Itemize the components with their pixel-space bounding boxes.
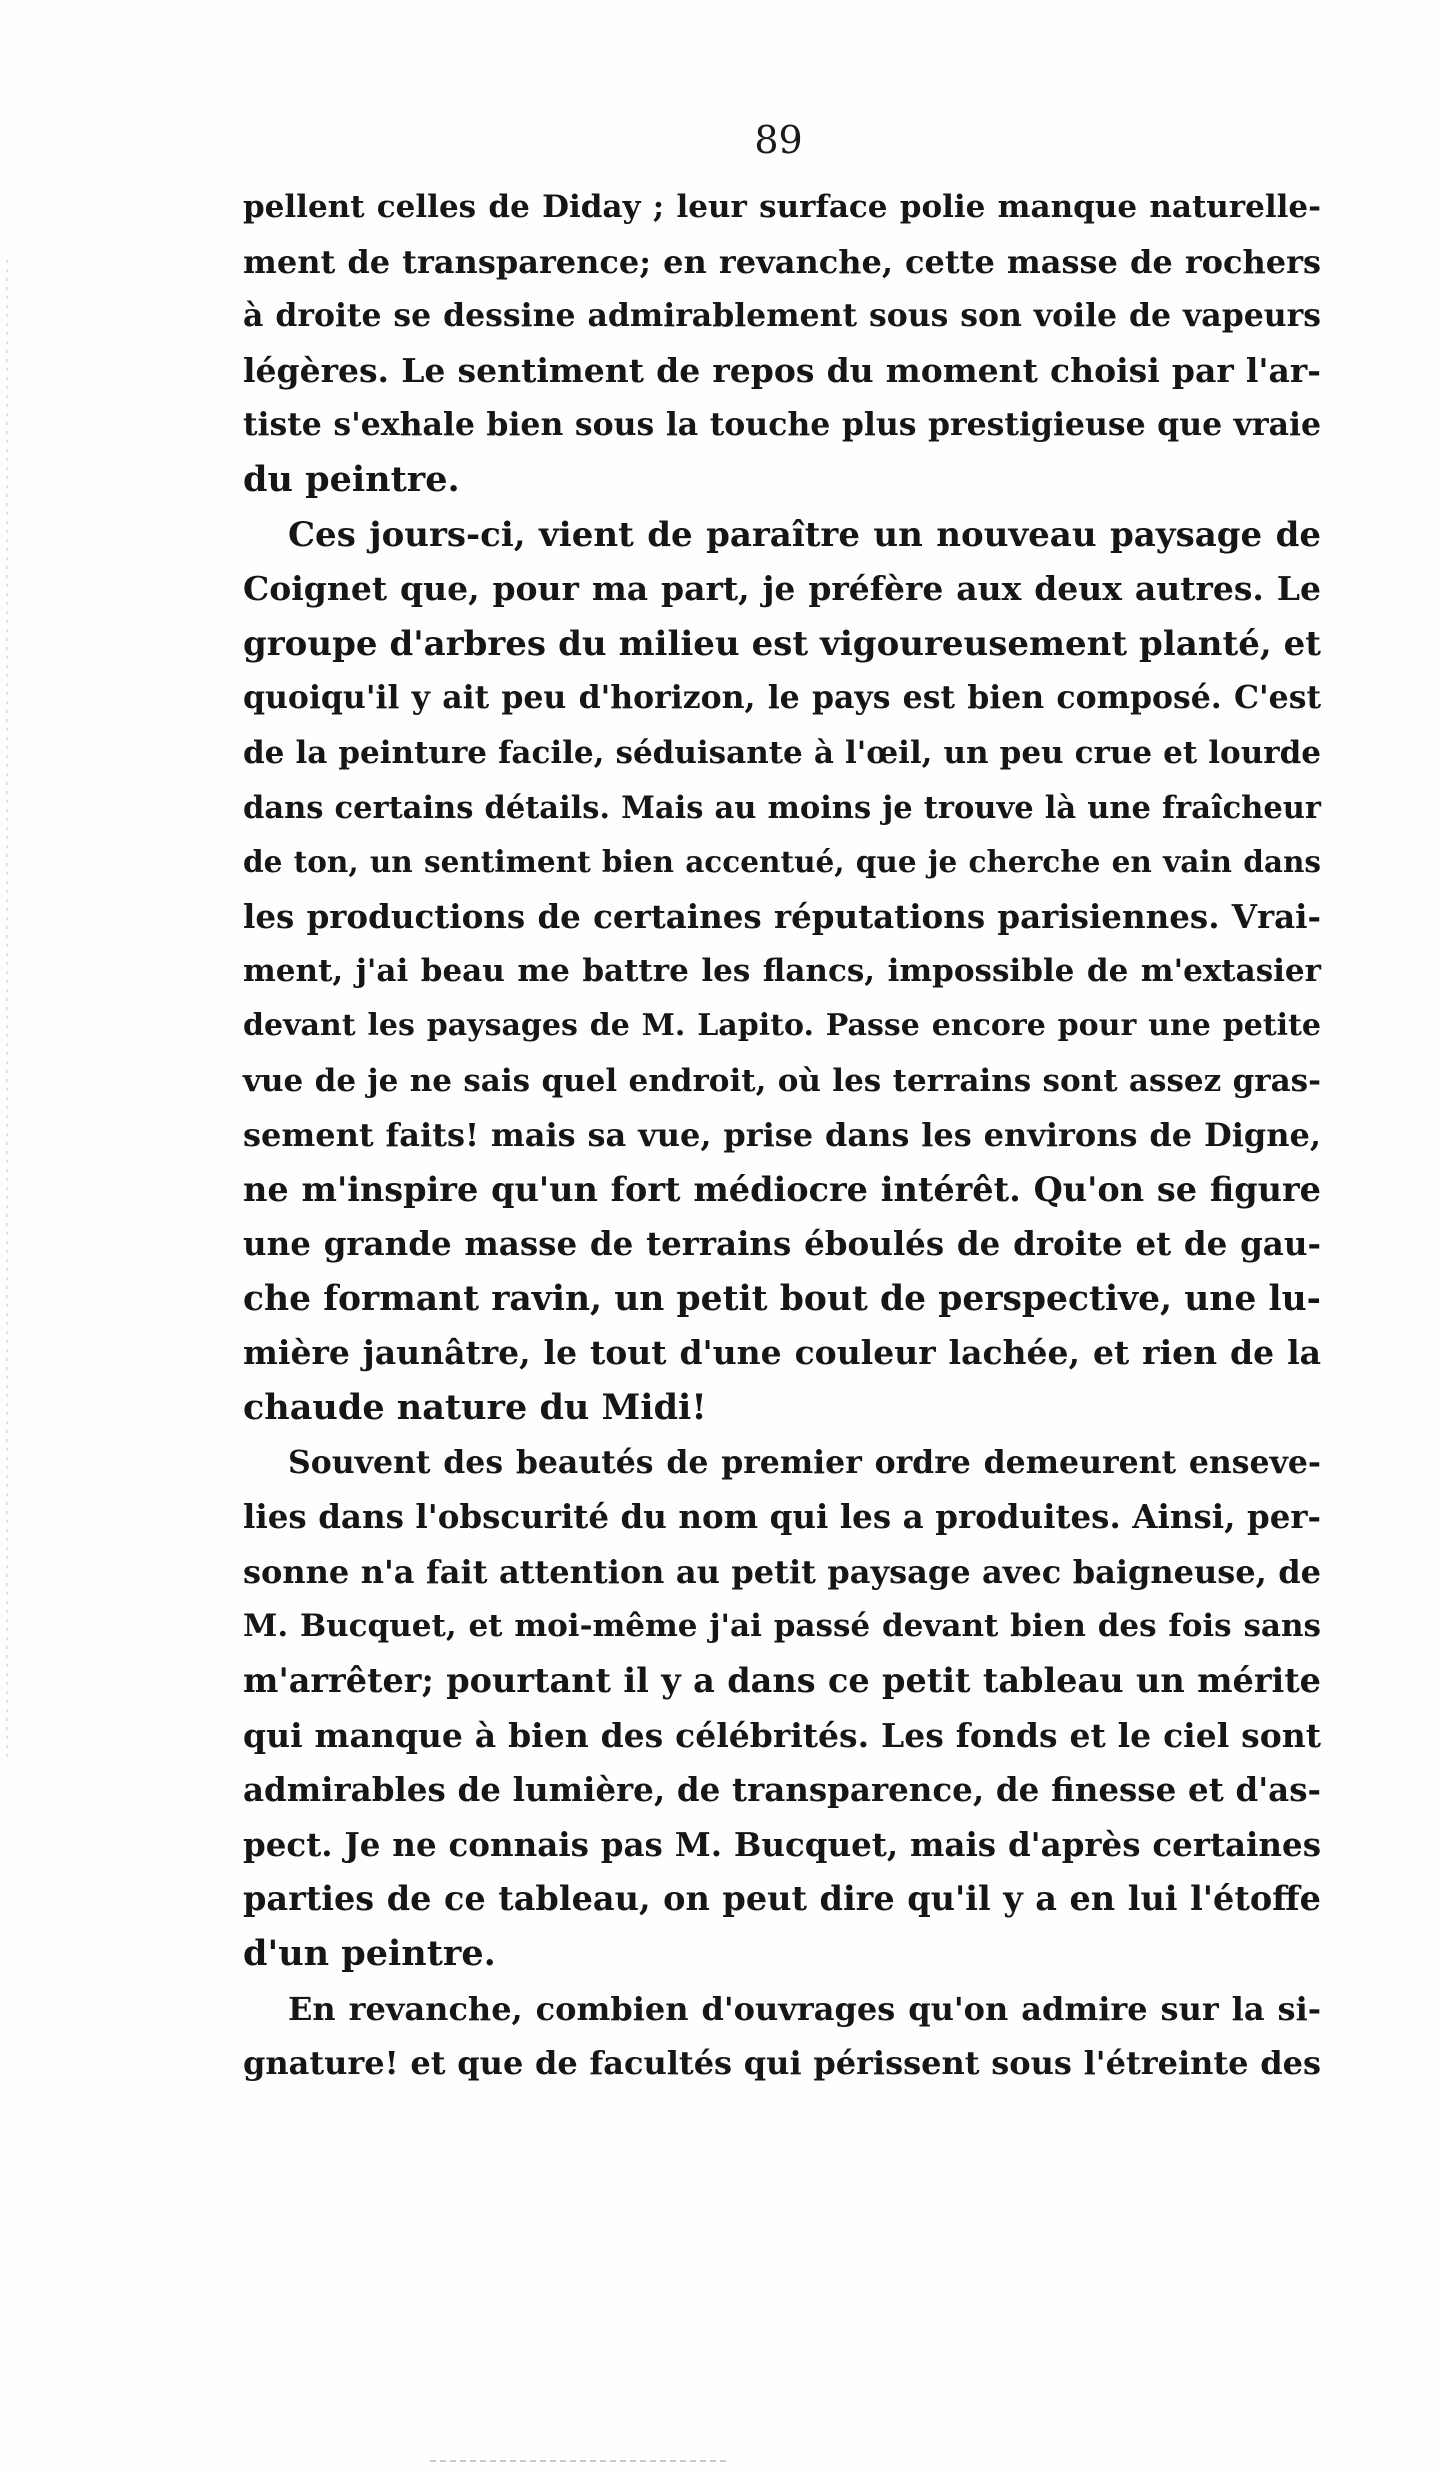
text-line: ment de transparence; en revanche, cette masse de rochers — [243, 242, 1321, 281]
text-line: m'arrêter; pourtant il y a dans ce petit tableau un mérite — [243, 1661, 1321, 1701]
text-line: sement faits! mais sa vue, prise dans les environs de Digne, — [243, 1116, 1321, 1155]
text-line: dans certains détails. Mais au moins je trouve là une fraîcheur — [243, 789, 1321, 826]
text-line: légères. Le sentiment de repos du moment choisi par l'ar- — [243, 350, 1321, 390]
text-line: les productions de certaines réputations parisiennes. Vrai- — [243, 896, 1321, 936]
text-line: de la peinture facile, séduisante à l'œil, un peu crue et lourde — [243, 734, 1321, 771]
text-line: che formant ravin, un petit bout de perspective, une lu- — [243, 1278, 1321, 1319]
text-line: tiste s'exhale bien sous la touche plus prestigieuse que vraie — [243, 406, 1321, 444]
text-line: groupe d'arbres du milieu est vigoureusement planté, et — [243, 623, 1321, 664]
margin-speck — [6, 260, 8, 1760]
text-line: Coignet que, pour ma part, je préfère aux deux autres. Le — [243, 569, 1321, 609]
body-text — [243, 180, 1321, 2091]
text-line: lies dans l'obscurité du nom qui les a produites. Ainsi, per- — [243, 1497, 1321, 1537]
text-line: mière jaunâtre, le tout d'une couleur lachée, et rien de la — [243, 1333, 1321, 1373]
text-line: une grande masse de terrains éboulés de droite et de gau- — [243, 1224, 1321, 1264]
text-line: Ces jours-ci, vient de paraître un nouveau paysage de — [288, 514, 1321, 555]
bottom-edge-mark — [430, 2460, 730, 2462]
text-line: gnature! et que de facultés qui périssent sous l'étreinte des — [243, 2044, 1321, 2083]
text-line: du peintre. — [243, 458, 460, 500]
text-line: parties de ce tableau, on peut dire qu'il y a en lui l'étoffe — [243, 1879, 1321, 1919]
page-number: 89 — [754, 118, 803, 162]
text-line: qui manque à bien des célébrités. Les fonds et le ciel sont — [243, 1715, 1321, 1755]
text-line: Souvent des beautés de premier ordre demeurent enseve- — [288, 1443, 1321, 1481]
text-line: M. Bucquet, et moi-même j'ai passé devant bien des fois sans — [243, 1608, 1321, 1645]
text-line: pect. Je ne connais pas M. Bucquet, mais d'après certaines — [243, 1824, 1321, 1864]
text-line: vue de je ne sais quel endroit, où les terrains sont assez gras- — [243, 1062, 1321, 1099]
text-line: devant les paysages de M. Lapito. Passe encore pour une petite — [243, 1007, 1321, 1043]
text-line: de ton, un sentiment bien accentué, que je cherche en vain dans — [243, 844, 1321, 880]
text-line: ment, j'ai beau me battre les flancs, impossible de m'extasier — [243, 953, 1321, 990]
text-line: à droite se dessine admirablement sous son voile de vapeurs — [243, 297, 1321, 335]
text-line: sonne n'a fait attention au petit paysage avec baigneuse, de — [243, 1552, 1321, 1591]
text-line: En revanche, combien d'ouvrages qu'on admire sur la si- — [288, 1989, 1321, 2028]
text-line: quoiqu'il y ait peu d'horizon, le pays est bien composé. C'est — [243, 679, 1321, 717]
text-line: admirables de lumière, de transparence, de finesse et d'as- — [243, 1770, 1321, 1810]
text-line: d'un peintre. — [243, 1933, 496, 1974]
text-line: pellent celles de Diday ; leur surface polie manque naturelle- — [243, 189, 1321, 225]
text-line: ne m'inspire qu'un fort médiocre intérêt. Qu'on se figure — [243, 1169, 1321, 1209]
text-line: chaude nature du Midi! — [243, 1387, 707, 1429]
